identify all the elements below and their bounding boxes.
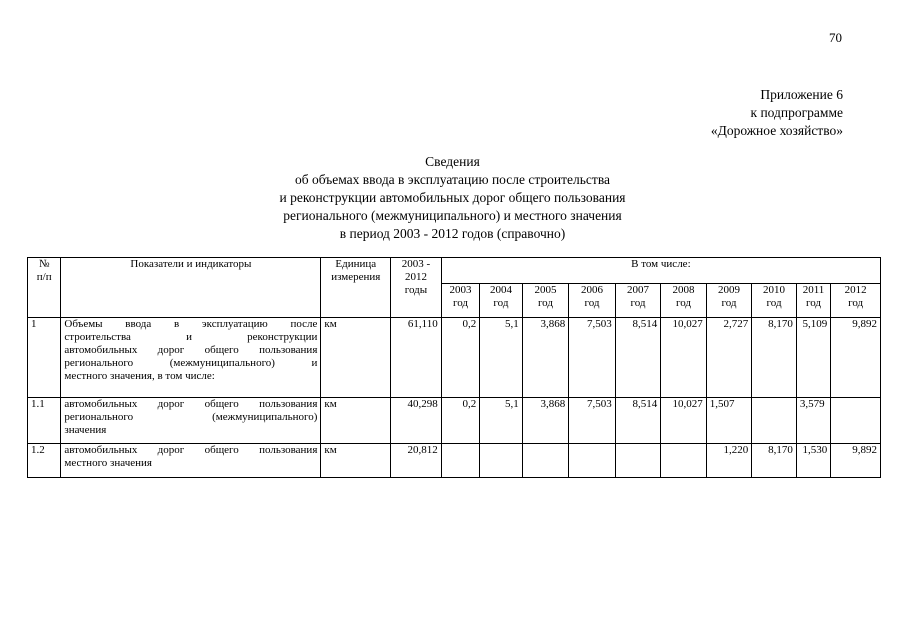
year-label: 2008 bbox=[672, 284, 695, 296]
header-year bbox=[796, 284, 830, 318]
row-value: 5,109 bbox=[796, 318, 830, 398]
indicator-line: автомобильных дорог общего пользования bbox=[64, 344, 318, 356]
year-label: 2009 bbox=[718, 284, 741, 296]
indicator-line: значения bbox=[64, 424, 107, 436]
row-num: 1.2 bbox=[28, 444, 61, 478]
indicator-line: строительства и реконструкции bbox=[64, 331, 318, 343]
row-value: 1,220 bbox=[706, 444, 752, 478]
year-word: год bbox=[452, 297, 468, 309]
row-value: 5,1 bbox=[480, 398, 522, 444]
header-num bbox=[28, 258, 61, 318]
header-year bbox=[522, 284, 569, 318]
header-period-line: 2012 bbox=[404, 271, 427, 283]
year-label: 2011 bbox=[802, 284, 825, 296]
header-year bbox=[569, 284, 616, 318]
year-word: год bbox=[584, 297, 600, 309]
header-num-label: п/п bbox=[36, 271, 52, 283]
row-unit: км bbox=[321, 398, 391, 444]
row-value bbox=[441, 444, 479, 478]
header-indicators: Показатели и индикаторы bbox=[61, 258, 321, 318]
header-year bbox=[441, 284, 479, 318]
row-value: 3,868 bbox=[522, 398, 569, 444]
row-value: 0,2 bbox=[441, 318, 479, 398]
row-total: 61,110 bbox=[391, 318, 442, 398]
header-period bbox=[391, 258, 442, 318]
row-value bbox=[569, 444, 616, 478]
row-value: 3,868 bbox=[522, 318, 569, 398]
appendix-note bbox=[711, 86, 843, 140]
row-value: 7,503 bbox=[569, 318, 616, 398]
header-unit-line: Единица bbox=[335, 258, 377, 270]
header-num-symbol: № bbox=[38, 258, 50, 270]
year-label: 2004 bbox=[489, 284, 512, 296]
row-unit: км bbox=[321, 318, 391, 398]
row-num: 1 bbox=[28, 318, 61, 398]
year-label: 2012 bbox=[844, 284, 867, 296]
row-value: 5,1 bbox=[480, 318, 522, 398]
row-value bbox=[522, 444, 569, 478]
row-value: 10,027 bbox=[661, 318, 707, 398]
indicator-line: Объемы ввода в эксплуатацию после bbox=[64, 318, 318, 330]
page-number: 70 bbox=[829, 30, 842, 45]
row-value bbox=[831, 398, 881, 444]
row-value: 8,170 bbox=[752, 444, 797, 478]
heading-line: регионального (межмуниципального) и местного значения bbox=[283, 208, 622, 223]
year-word: год bbox=[493, 297, 509, 309]
table-row bbox=[28, 444, 881, 478]
appendix-line: «Дорожное хозяйство» bbox=[710, 123, 843, 138]
row-value: 7,503 bbox=[569, 398, 616, 444]
header-year bbox=[661, 284, 707, 318]
header-including: В том числе: bbox=[441, 258, 880, 284]
row-value: 1,507 bbox=[706, 398, 752, 444]
heading-line: и реконструкции автомобильных дорог общего пользования bbox=[279, 190, 626, 205]
row-value: 3,579 bbox=[796, 398, 830, 444]
header-year bbox=[831, 284, 881, 318]
row-value bbox=[480, 444, 522, 478]
row-num: 1.1 bbox=[28, 398, 61, 444]
row-value bbox=[752, 398, 797, 444]
header-period-line: 2003 - bbox=[401, 258, 431, 270]
road-commissioning-table bbox=[27, 257, 881, 478]
row-value bbox=[661, 444, 707, 478]
row-unit: км bbox=[321, 444, 391, 478]
row-value: 10,027 bbox=[661, 398, 707, 444]
header-year bbox=[480, 284, 522, 318]
row-indicator bbox=[61, 444, 321, 478]
header-period-line: годы bbox=[404, 284, 428, 296]
row-value: 8,170 bbox=[752, 318, 797, 398]
table-row bbox=[28, 318, 881, 398]
indicator-line: автомобильных дорог общего пользования bbox=[64, 444, 318, 456]
year-word: год bbox=[766, 297, 782, 309]
row-value: 2,727 bbox=[706, 318, 752, 398]
year-word: год bbox=[848, 297, 864, 309]
row-value: 8,514 bbox=[615, 398, 661, 444]
row-value: 9,892 bbox=[831, 318, 881, 398]
document-heading bbox=[0, 153, 905, 243]
year-word: год bbox=[537, 297, 553, 309]
header-year bbox=[706, 284, 752, 318]
table-row bbox=[28, 398, 881, 444]
table-header-row bbox=[28, 258, 881, 284]
row-indicator bbox=[61, 318, 321, 398]
year-word: год bbox=[805, 297, 822, 309]
row-total: 20,812 bbox=[391, 444, 442, 478]
row-total: 40,298 bbox=[391, 398, 442, 444]
year-word: год bbox=[676, 297, 692, 309]
row-value bbox=[615, 444, 661, 478]
row-value: 9,892 bbox=[831, 444, 881, 478]
heading-line: в период 2003 - 2012 годов (справочно) bbox=[339, 226, 566, 241]
year-label: 2005 bbox=[534, 284, 557, 296]
header-unit-line: измерения bbox=[331, 271, 381, 283]
indicator-line: местного значения, в том числе: bbox=[64, 370, 215, 382]
header-unit bbox=[321, 258, 391, 318]
indicator-line: регионального (межмуниципального) bbox=[64, 411, 318, 423]
header-year bbox=[752, 284, 797, 318]
year-label: 2010 bbox=[763, 284, 786, 296]
header-year bbox=[615, 284, 661, 318]
year-word: год bbox=[721, 297, 737, 309]
heading-title: Сведения bbox=[425, 154, 480, 169]
year-label: 2006 bbox=[580, 284, 603, 296]
row-indicator bbox=[61, 398, 321, 444]
row-value: 1,530 bbox=[796, 444, 830, 478]
appendix-line: к подпрограмме bbox=[750, 105, 843, 120]
row-value: 0,2 bbox=[441, 398, 479, 444]
year-word: год bbox=[630, 297, 646, 309]
indicator-line: регионального (межмуниципального) и bbox=[64, 357, 318, 369]
row-value: 8,514 bbox=[615, 318, 661, 398]
heading-line: об объемах ввода в эксплуатацию после строительства bbox=[294, 172, 611, 187]
appendix-line: Приложение 6 bbox=[760, 87, 843, 102]
year-label: 2007 bbox=[627, 284, 649, 296]
indicator-line: автомобильных дорог общего пользования bbox=[64, 398, 318, 410]
indicator-line: местного значения bbox=[64, 457, 152, 469]
year-label: 2003 bbox=[449, 284, 472, 296]
